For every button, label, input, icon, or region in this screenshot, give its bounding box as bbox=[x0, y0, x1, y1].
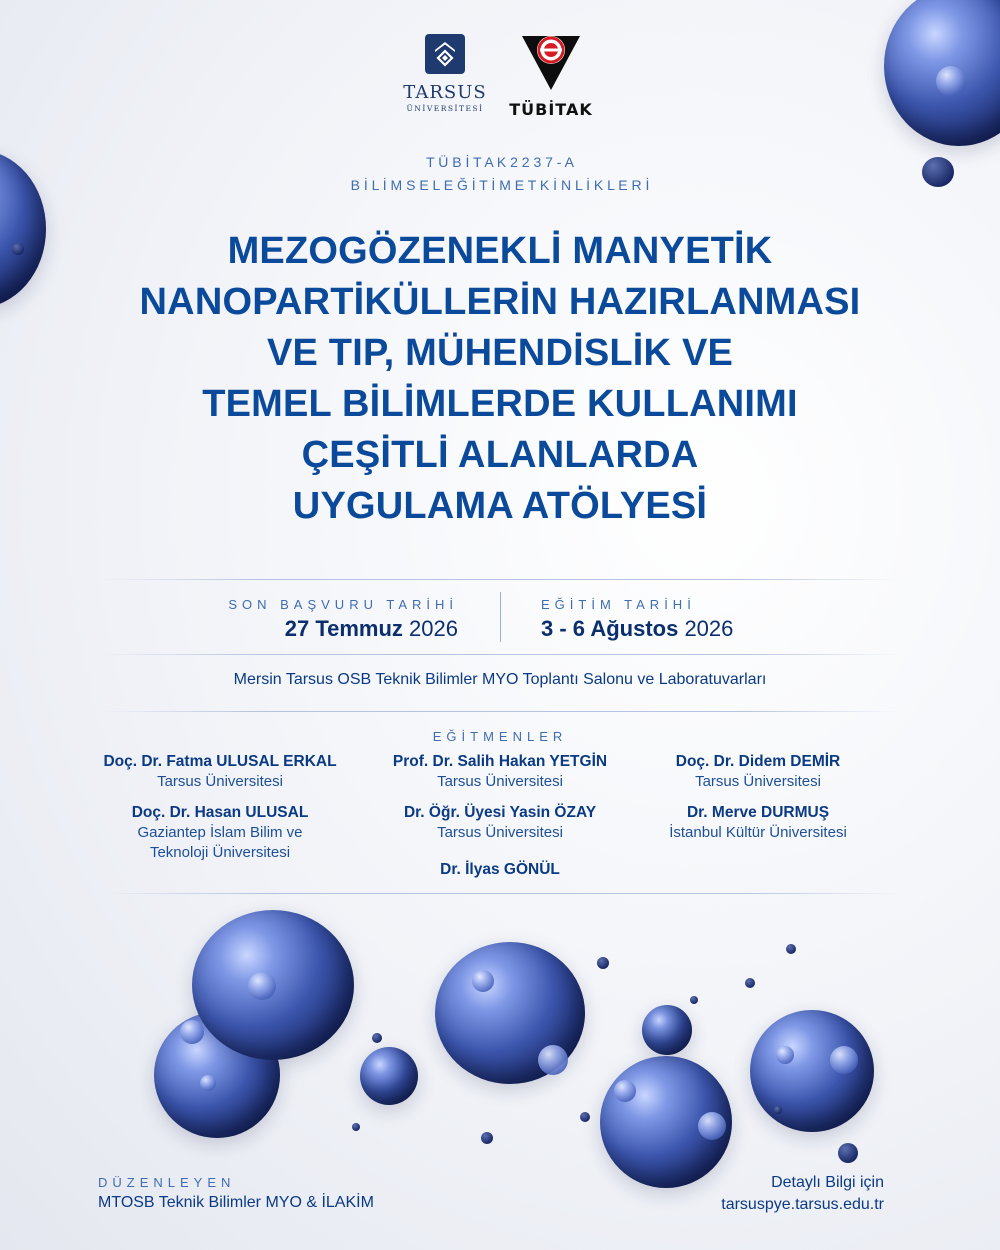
divider bbox=[100, 893, 900, 894]
trainer-name: Prof. Dr. Salih Hakan YETGİN bbox=[392, 753, 608, 770]
bubble-b8 bbox=[776, 1046, 794, 1064]
bubble-b6 bbox=[614, 1080, 636, 1102]
dot-b5 bbox=[372, 1033, 382, 1043]
dot-b4 bbox=[690, 996, 698, 1004]
program-code: T Ü B İ T A K 2 2 3 7 - A bbox=[426, 154, 574, 170]
trainer-affiliation: İstanbul Kültür Üniversitesi bbox=[669, 824, 847, 841]
title-line: NANOPARTİKÜLLERİN HAZIRLANMASI bbox=[139, 281, 861, 323]
trainer-name: Doç. Dr. Fatma ULUSAL ERKAL bbox=[103, 753, 337, 770]
sphere-bottom-3 bbox=[360, 1047, 418, 1105]
bubble-top-right bbox=[936, 66, 966, 96]
bubble-b1 bbox=[248, 972, 276, 1000]
trainer-card bbox=[608, 803, 908, 843]
tarsus-emblem-icon bbox=[425, 34, 465, 74]
trainer-name: Dr. İlyas GÖNÜL bbox=[440, 861, 560, 878]
tarsus-name: TARSUS bbox=[403, 82, 487, 103]
trainer-affiliation: Tarsus Üniversitesi bbox=[695, 773, 821, 790]
trainer-card bbox=[350, 803, 650, 843]
trainer-name: Dr. Öğr. Üyesi Yasin ÖZAY bbox=[403, 804, 597, 821]
info-url-link[interactable]: tarsuspye.tarsus.edu.tr bbox=[721, 1196, 884, 1213]
training-label: EĞİTİM TARİHİ bbox=[541, 597, 696, 612]
trainer-affiliation: Tarsus Üniversitesi bbox=[437, 824, 563, 841]
trainer-affiliation: Tarsus Üniversitesi bbox=[157, 773, 283, 790]
tarsus-sub: ÜNİVERSİTESİ bbox=[406, 104, 484, 113]
bubble-b3 bbox=[200, 1075, 216, 1091]
bubble-b4 bbox=[472, 970, 494, 992]
trainer-name: Dr. Merve DURMUŞ bbox=[686, 804, 830, 821]
trainer-card bbox=[350, 860, 650, 880]
trainer-affiliation: Tarsus Üniversitesi bbox=[437, 773, 563, 790]
date-divider bbox=[500, 592, 501, 642]
info-label: Detaylı Bilgi için bbox=[771, 1174, 884, 1191]
training-year: 2026 bbox=[678, 616, 734, 641]
workshop-title bbox=[40, 226, 960, 532]
divider bbox=[100, 711, 900, 712]
divider bbox=[100, 654, 900, 655]
trainer-affiliation: Gaziantep İslam Bilim ve bbox=[137, 824, 303, 841]
trainer-card bbox=[608, 752, 908, 792]
program-type: B İ L İ M S E L E Ğ İ T İ M E T K İ N L İ K L E R İ bbox=[350, 177, 650, 193]
dot-b6 bbox=[481, 1132, 493, 1144]
dot-b8 bbox=[774, 1106, 782, 1114]
bubble-b7 bbox=[698, 1112, 726, 1140]
bubble-b2 bbox=[180, 1020, 204, 1044]
deadline-date bbox=[285, 616, 458, 642]
dot-b1 bbox=[597, 957, 609, 969]
tubitak-logo bbox=[508, 28, 594, 119]
dot-b2 bbox=[786, 944, 796, 954]
title-line: TEMEL BİLİMLERDE KULLANIMI bbox=[202, 383, 798, 425]
info-block bbox=[721, 1172, 884, 1216]
trainer-affiliation-2: Teknoloji Üniversitesi bbox=[149, 844, 291, 861]
title-line: ÇEŞİTLİ ALANLARDA bbox=[301, 434, 699, 476]
sphere-bottom-6 bbox=[642, 1005, 692, 1055]
trainer-name: Doç. Dr. Didem DEMİR bbox=[675, 753, 841, 770]
training-days: 3 - 6 Ağustos bbox=[541, 616, 679, 641]
title-line: UYGULAMA ATÖLYESİ bbox=[292, 485, 708, 527]
trainers-heading: EĞİTMENLER bbox=[432, 729, 568, 744]
dot-left bbox=[12, 243, 24, 255]
trainer-name: Doç. Dr. Hasan ULUSAL bbox=[131, 804, 309, 821]
dot-b3 bbox=[745, 978, 755, 988]
title-line: VE TIP, MÜHENDİSLİK VE bbox=[266, 332, 734, 374]
trainer-card bbox=[70, 803, 370, 863]
training-date bbox=[541, 616, 733, 642]
tarsus-university-logo bbox=[402, 34, 488, 113]
organizer-label: DÜZENLEYEN bbox=[98, 1175, 236, 1190]
trainer-card bbox=[70, 752, 370, 792]
venue: Mersin Tarsus OSB Teknik Bilimler MYO Toplantı Salonu ve Laboratuvarları bbox=[233, 671, 767, 688]
deadline-day: 27 Temmuz bbox=[284, 616, 403, 641]
divider bbox=[100, 579, 900, 580]
deadline-year: 2026 bbox=[402, 616, 458, 641]
dot-b7 bbox=[580, 1112, 590, 1122]
deadline-label: SON BAŞVURU TARİHİ bbox=[228, 597, 458, 612]
trainer-card bbox=[350, 752, 650, 792]
dot-b10 bbox=[352, 1123, 360, 1131]
title-line: MEZOGÖZENEKLİ MANYETİK bbox=[227, 230, 773, 272]
organizer-name: MTOSB Teknik Bilimler MYO & İLAKİM bbox=[98, 1194, 374, 1211]
dot-b9 bbox=[838, 1143, 858, 1163]
tubitak-emblem-icon bbox=[516, 28, 586, 94]
sphere-bottom-7 bbox=[750, 1010, 874, 1132]
tubitak-word: TÜBİTAK bbox=[509, 100, 593, 119]
bubble-b9 bbox=[830, 1046, 858, 1074]
bubble-b5 bbox=[538, 1045, 568, 1075]
